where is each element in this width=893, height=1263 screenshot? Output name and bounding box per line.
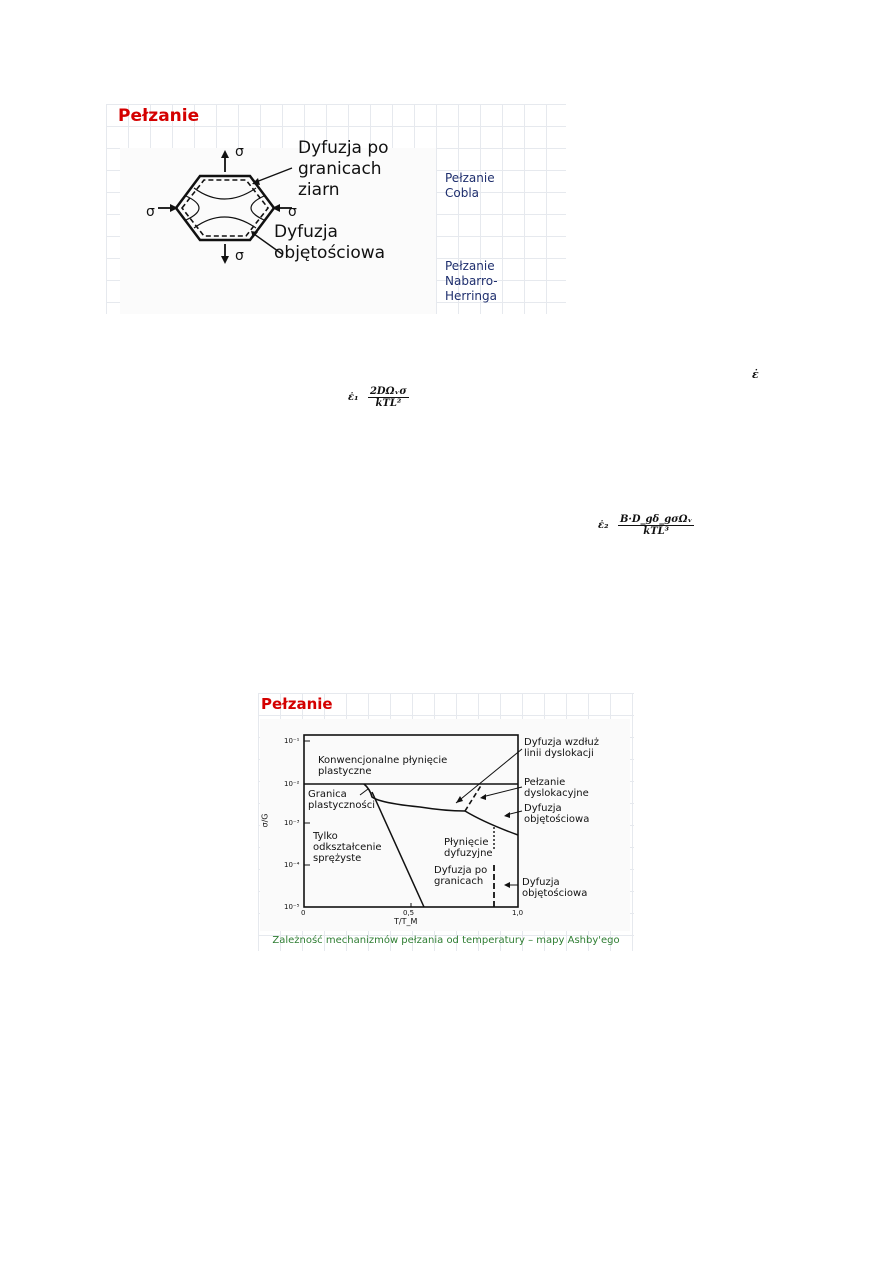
- sigma-right-label: σ: [288, 204, 297, 220]
- note-nabarro-herring-creep: Pełzanie Nabarro-Herringa: [445, 259, 498, 303]
- x-tick-1: 1,0: [512, 909, 524, 917]
- note-coble-creep: Pełzanie Cobla: [445, 171, 495, 200]
- region-conventional-flow: Konwencjonalne płynięcie plastyczne: [318, 755, 448, 777]
- sigma-left-label: σ: [146, 204, 155, 220]
- y-tick-3: 10⁻³: [284, 819, 300, 827]
- x-tick-05: 0,5: [403, 909, 415, 917]
- volume-diffusion-label: Dyfuzja objętościowa: [274, 222, 386, 263]
- region-boundary-diffusion: Dyfuzja po granicach: [434, 865, 488, 887]
- region-yield-limit: Granica plastyczności: [308, 789, 375, 811]
- x-axis-label: T/T_M: [394, 917, 418, 926]
- region-diffusional-flow: Płynięcie dyfuzyjne: [444, 837, 493, 859]
- strain-rate-symbol: ε̇: [752, 368, 759, 381]
- eps2-fraction: [618, 514, 694, 537]
- eps2-denominator: kTL³: [643, 526, 670, 537]
- slide-title: Pełzanie: [261, 695, 333, 713]
- sigma-top-label: σ: [235, 144, 244, 160]
- slide-ashby-map: [258, 693, 634, 951]
- slide-title: Pełzanie: [118, 106, 200, 126]
- eps2-symbol: ε̇₂: [598, 520, 609, 531]
- eps1-numerator: 2DΩᵥσ: [369, 386, 407, 397]
- ashby-map-figure: [260, 719, 630, 931]
- label-volume-diffusion-upper: Dyfuzja objętościowa: [524, 803, 590, 825]
- eps1-symbol: ε̇₁: [348, 392, 359, 403]
- figure-caption: Zależność mechanizmów pełzania od temperatury – mapy Ashby'ego: [272, 935, 620, 946]
- label-dislocation-core-diffusion: Dyfuzja wzdłuż linii dyslokacji: [524, 737, 600, 759]
- grain-boundary-diffusion-label: Dyfuzja po granicach ziarn: [298, 138, 389, 200]
- grain-diffusion-diagram: [120, 138, 436, 314]
- eps1-denominator: kTL²: [375, 398, 402, 409]
- y-tick-4: 10⁻⁴: [284, 861, 300, 869]
- sigma-bottom-label: σ: [235, 248, 244, 264]
- formula-eps1: [348, 386, 409, 409]
- eps2-numerator: B·D_gδ_gσΩᵥ: [619, 514, 693, 525]
- region-elastic-only: Tylko odkształcenie sprężyste: [313, 831, 382, 864]
- formula-eps2: [598, 514, 694, 537]
- slide-creep-coble: [106, 104, 566, 314]
- y-tick-1: 10⁻¹: [284, 737, 300, 745]
- label-volume-diffusion-lower: Dyfuzja objętościowa: [522, 877, 588, 899]
- x-tick-0: 0: [301, 909, 306, 917]
- label-dislocation-creep: Pełzanie dyslokacyjne: [524, 777, 589, 799]
- y-tick-5: 10⁻⁵: [284, 903, 300, 911]
- y-axis-label: σ/G: [260, 813, 270, 828]
- y-tick-2: 10⁻²: [284, 780, 300, 788]
- eps1-fraction: [368, 386, 409, 409]
